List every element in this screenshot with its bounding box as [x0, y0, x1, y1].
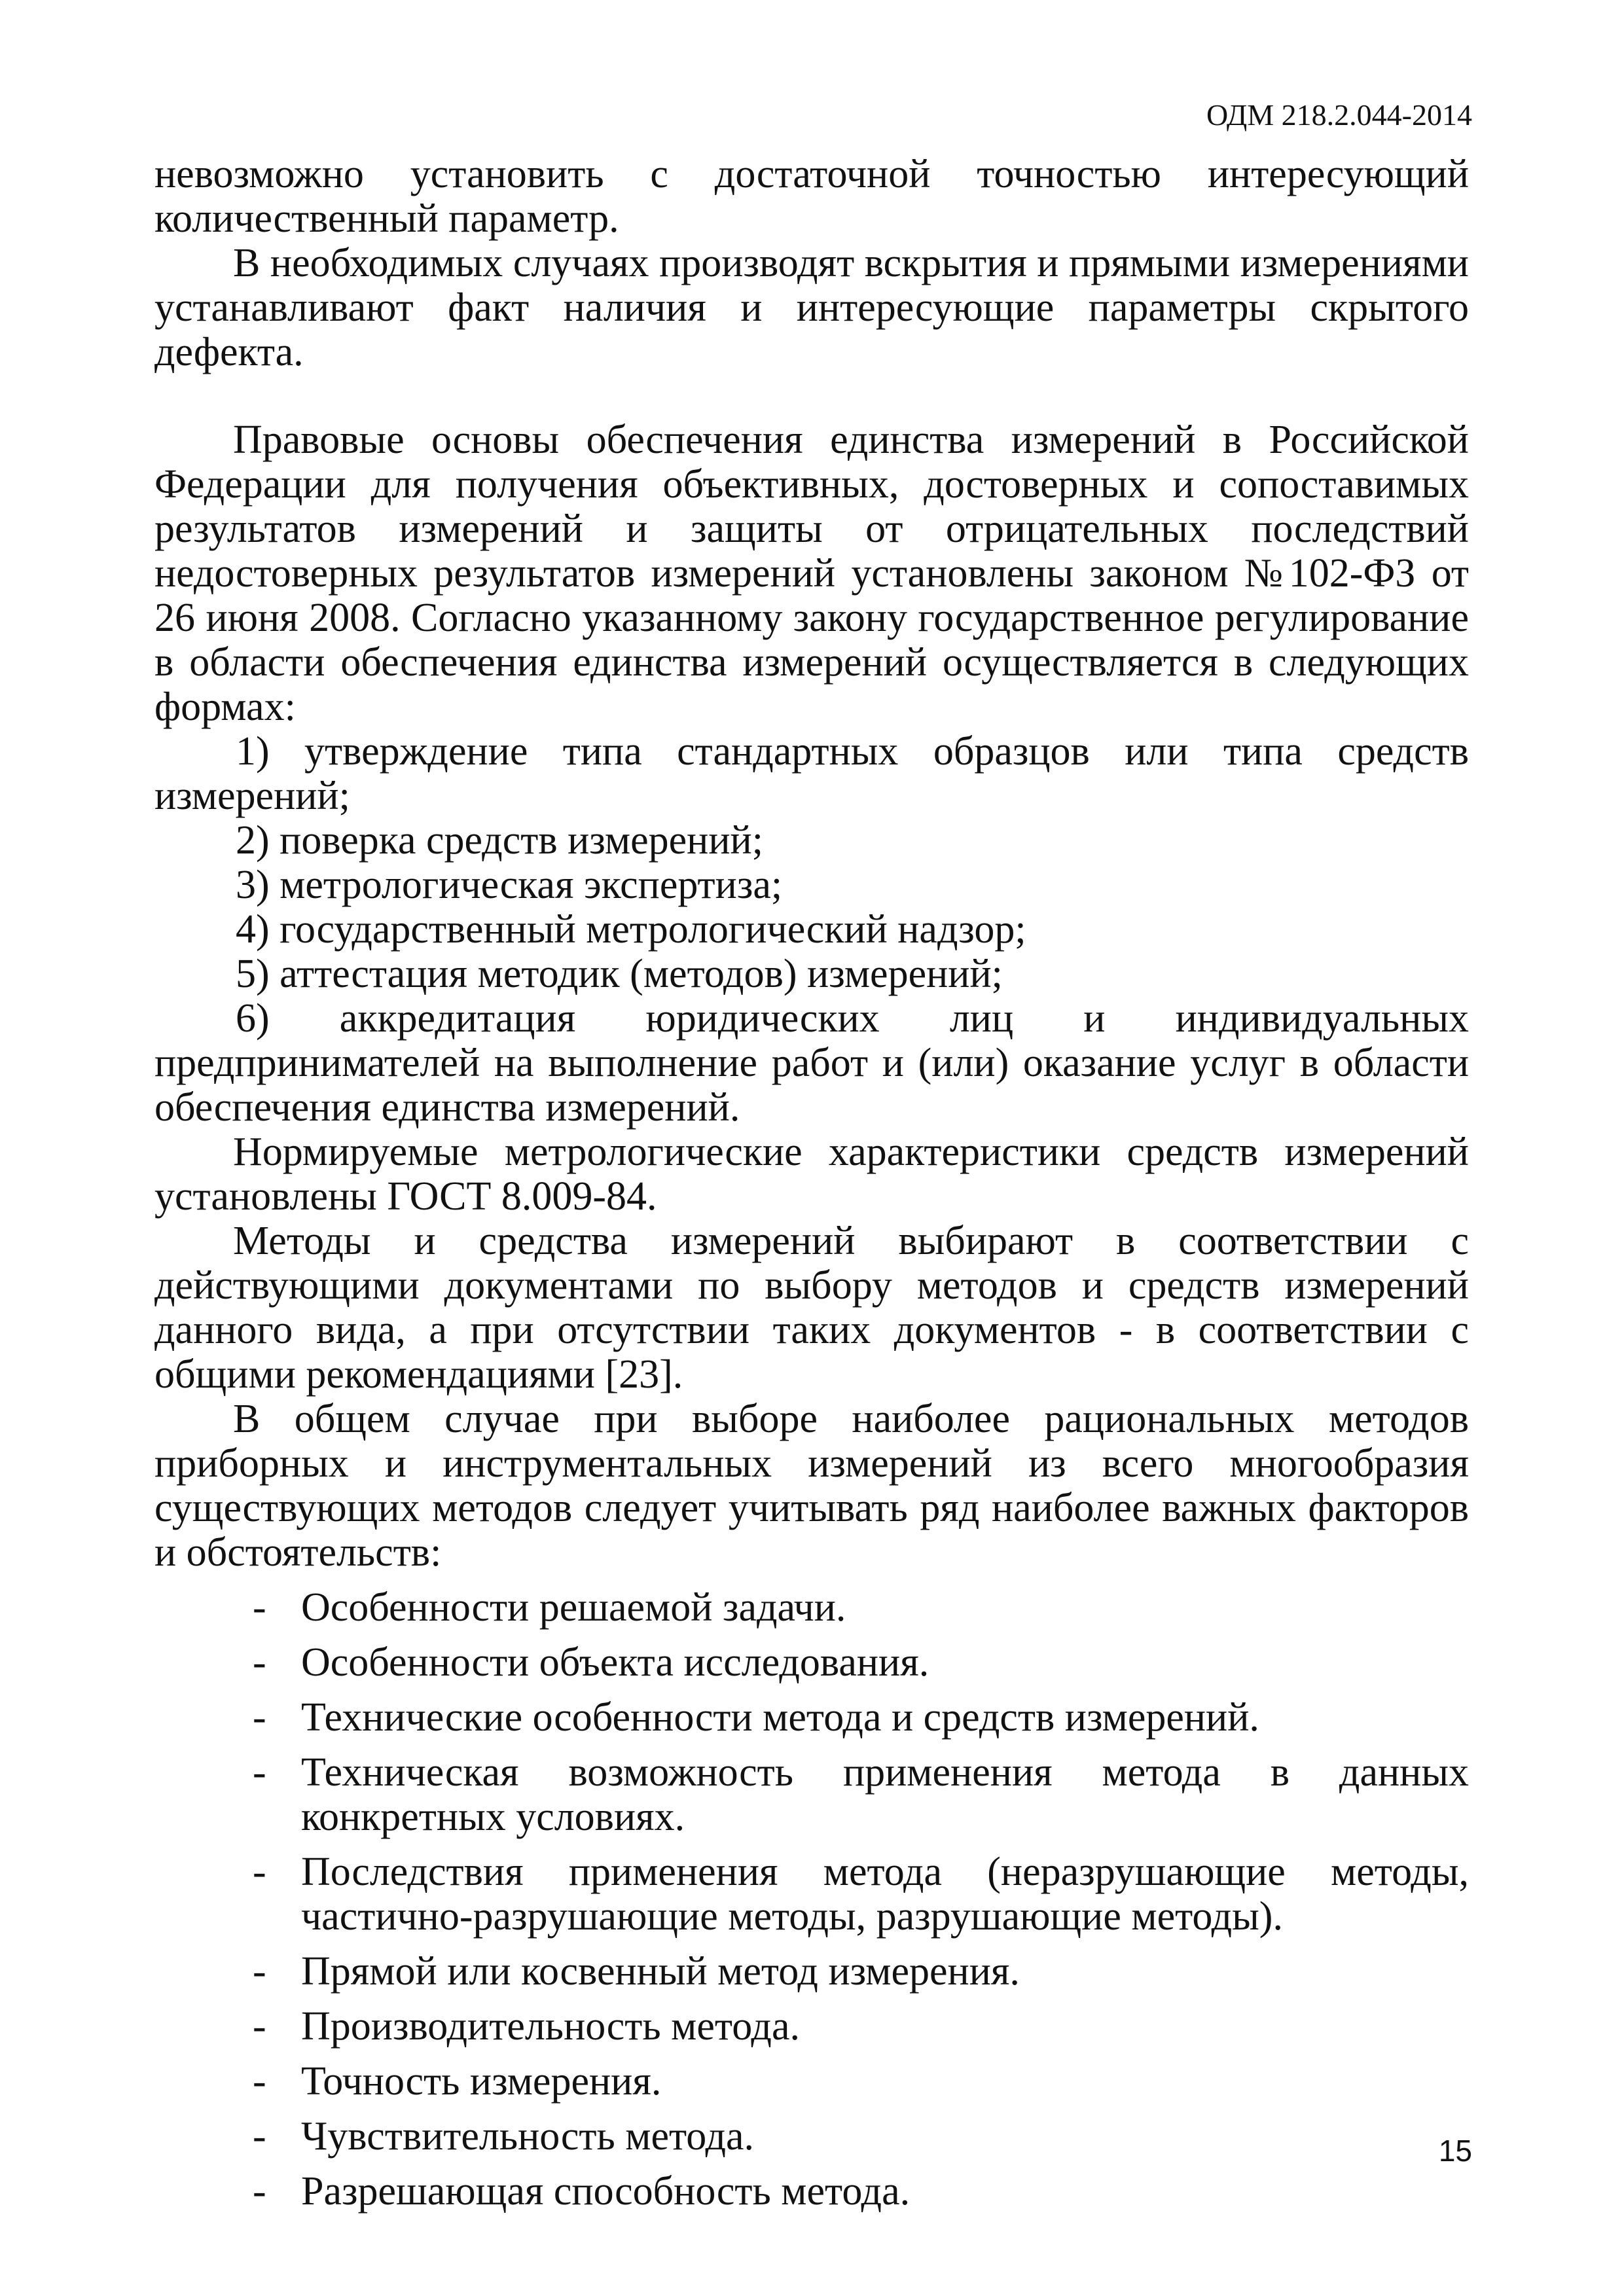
dash-marker: -: [253, 1695, 266, 1740]
list-item-text: Особенности решаемой задачи.: [301, 1585, 846, 1630]
dash-marker: -: [253, 2059, 266, 2104]
dash-marker: -: [253, 1585, 266, 1630]
list-item: 4) государственный метрологический надзор;: [236, 907, 1026, 952]
dash-marker: -: [253, 1949, 266, 1994]
dash-marker: -: [253, 1640, 266, 1685]
factors-list: [154, 1585, 1469, 2214]
list-item: 5) аттестация методик (методов) измерений;: [236, 952, 1003, 996]
list-item-text: Особенности объекта исследования.: [301, 1640, 929, 1685]
list-item: 3) метрологическая экспертиза;: [236, 863, 783, 907]
list-item-text: Производительность метода.: [301, 2004, 800, 2049]
paragraph: Правовые основы обеспечения единства измерений в Российской Федерации для получения объективных, достоверных и сопоставимых результатов измерений и защиты от отрицательных последствий недостоверных результатов измерений установлены законом №102-ФЗ от 26 июня 2008. Согласно указанному закону государственное регулирование в области обеспечения единства измерений осуществляется в следующих формах:: [154, 418, 1469, 729]
paragraph-spacer: [154, 374, 1469, 418]
list-item: [154, 2114, 1469, 2159]
list-item-text: Техническая возможность применения метода в данных конкретных условиях.: [301, 1750, 1469, 1839]
list-item: 2) поверка средств измерений;: [236, 818, 763, 863]
list-item-text: Прямой или косвенный метод измерения.: [301, 1949, 1020, 1994]
page-number: 15: [1438, 2134, 1472, 2168]
list-item: [154, 1640, 1469, 1685]
body-text: [154, 152, 1469, 2214]
list-item-text: Технические особенности метода и средств измерений.: [301, 1695, 1259, 1740]
dash-marker: -: [253, 1750, 266, 1795]
dash-marker: -: [253, 2169, 266, 2214]
regulation-forms-list: [154, 729, 1469, 1130]
dash-marker: -: [253, 1850, 266, 1894]
list-item: [154, 1750, 1469, 1839]
dash-marker: -: [253, 2114, 266, 2159]
paragraph: В общем случае при выборе наиболее рациональных методов приборных и инструментальных измерений из всего многообразия существующих методов следует учитывать ряд наиболее важных факторов и обстоятельств:: [154, 1397, 1469, 1575]
list-item: [154, 2169, 1469, 2214]
list-item-text: Точность измерения.: [301, 2059, 662, 2104]
list-item-text: Разрешающая способность метода.: [301, 2169, 911, 2214]
list-item: [154, 1585, 1469, 1630]
list-item: [154, 2004, 1469, 2049]
list-item: [154, 1949, 1469, 1994]
list-item: 1) утверждение типа стандартных образцов или типа средств измерений;: [154, 729, 1469, 818]
list-item: 6) аккредитация юридических лиц и индивидуальных предпринимателей на выполнение работ и (или) оказание услуг в области обеспечения единства измерений.: [154, 996, 1469, 1130]
list-item-text: Чувствительность метода.: [301, 2114, 755, 2159]
dash-marker: -: [253, 2004, 266, 2049]
list-item: [154, 1850, 1469, 1939]
list-item-text: Последствия применения метода (неразрушающие методы, частично-разрушающие методы, разрушающие методы).: [301, 1850, 1469, 1939]
paragraph: невозможно установить с достаточной точностью интересующий количественный параметр.: [154, 152, 1469, 241]
list-item: [154, 1695, 1469, 1740]
paragraph: В необходимых случаях производят вскрытия и прямыми измерениями устанавливают факт наличия и интересующие параметры скрытого дефекта.: [154, 241, 1469, 374]
document-code: ОДМ 218.2.044-2014: [1206, 98, 1472, 132]
paragraph: Методы и средства измерений выбирают в соответствии с действующими документами по выбору методов и средств измерений данного вида, а при отсутствии таких документов - в соответствии с общими рекомендациями [23].: [154, 1219, 1469, 1397]
paragraph: Нормируемые метрологические характеристики средств измерений установлены ГОСТ 8.009-84.: [154, 1130, 1469, 1219]
list-item: [154, 2059, 1469, 2104]
